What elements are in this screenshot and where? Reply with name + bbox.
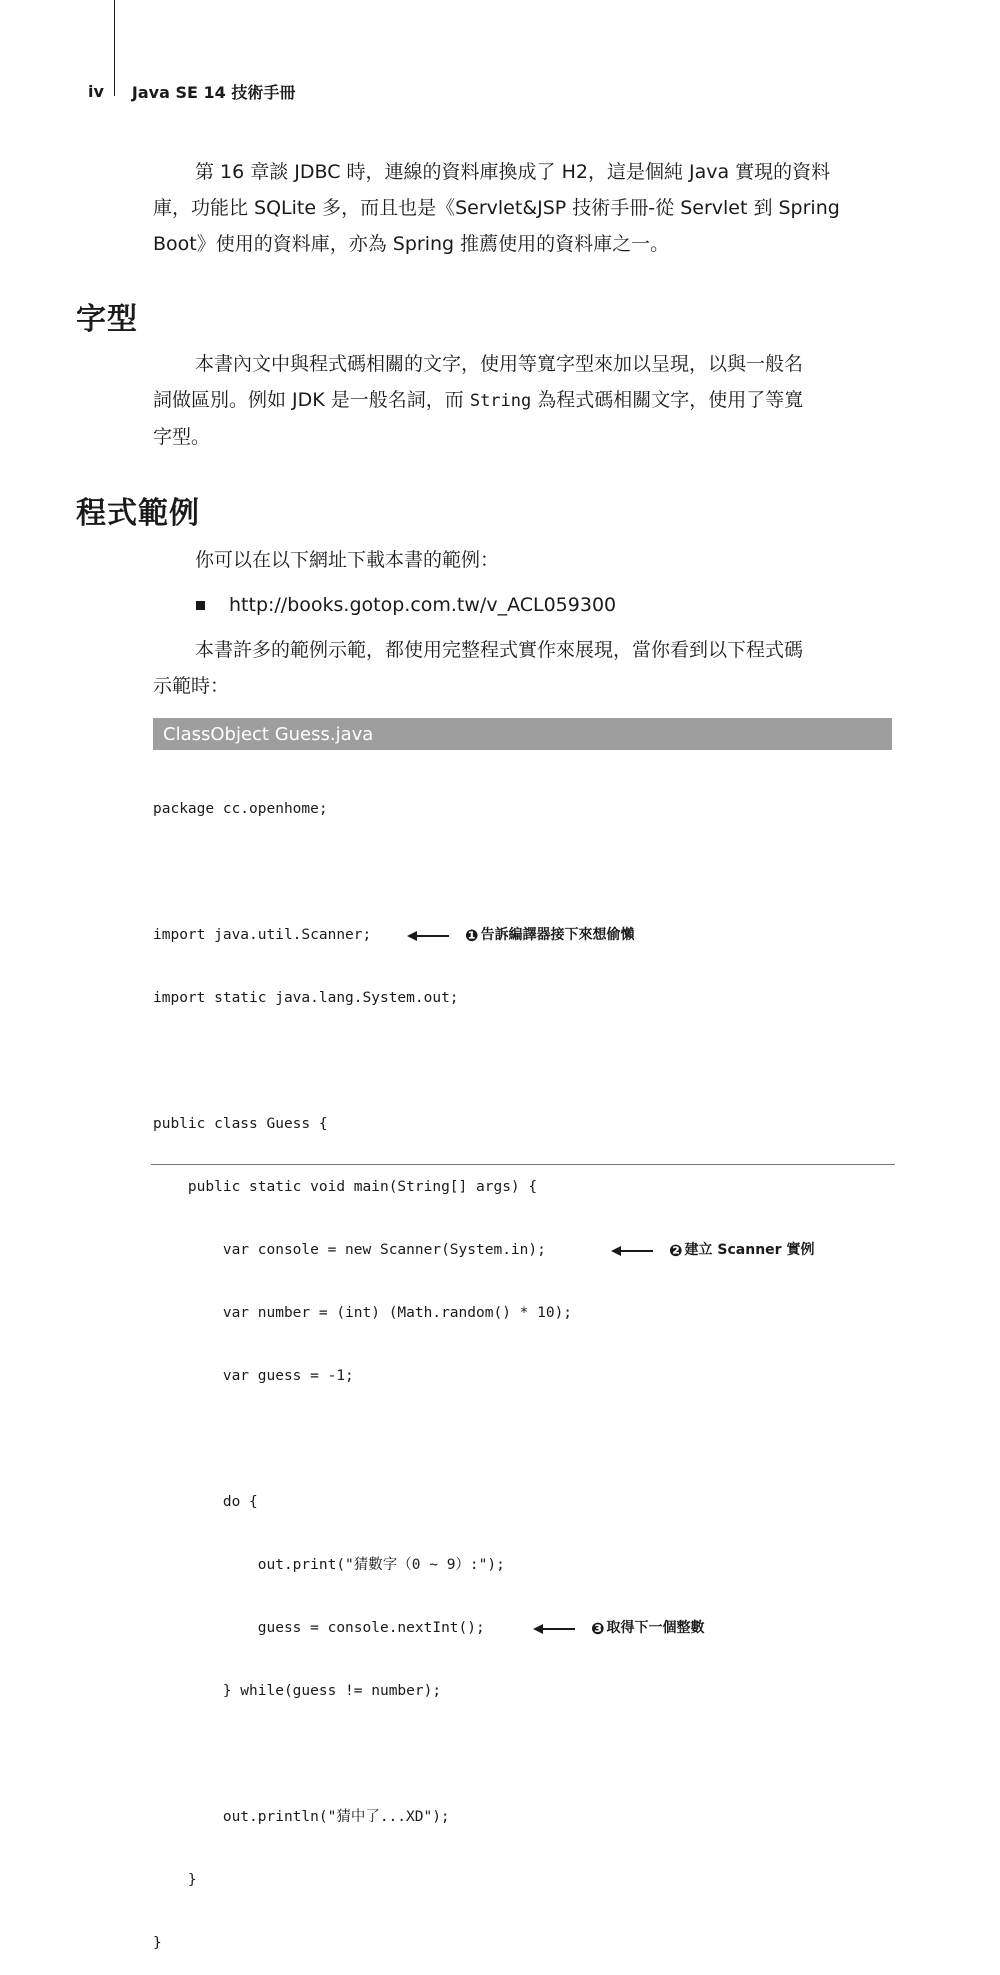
code-line <box>153 1429 893 1450</box>
code-line <box>153 862 893 883</box>
code-line: var number = (int) (Math.random() * 10); <box>153 1305 573 1321</box>
annotation-text: 建立 Scanner 實例 <box>684 1242 815 1258</box>
paragraph-line: 庫，功能比 SQLite 多，而且也是《Servlet&JSP 技術手冊-從 Servlet 到 Spring <box>153 197 840 219</box>
page-number: iv <box>88 82 104 101</box>
paragraph-line: 本書內文中與程式碼相關的文字，使用等寬字型來加以呈現，以與一般名 <box>195 353 804 375</box>
code-line: public class Guess { <box>153 1116 328 1132</box>
arrow-left-icon <box>541 1628 575 1630</box>
annotation-text: 取得下一個整數 <box>606 1620 705 1636</box>
examples-description <box>153 632 893 704</box>
paragraph-line <box>153 382 893 419</box>
code-line: package cc.openhome; <box>153 801 328 817</box>
code-line: } <box>153 1935 162 1951</box>
code-listing <box>153 757 893 1975</box>
code-text: guess = console.nextInt(); <box>153 1620 485 1636</box>
code-line <box>153 1051 893 1072</box>
code-annotation-3 <box>541 1618 705 1639</box>
section-heading-font: 字型 <box>76 302 138 337</box>
code-line <box>153 1240 893 1261</box>
bullet-square-icon <box>196 601 205 610</box>
code-text: var console = new Scanner(System.in); <box>153 1242 546 1258</box>
code-line <box>153 1618 893 1639</box>
code-title-bar <box>153 718 892 750</box>
code-line: do { <box>153 1494 258 1510</box>
download-url[interactable]: http://books.gotop.com.tw/v_ACL059300 <box>229 594 617 616</box>
code-line: public static void main(String[] args) { <box>153 1179 538 1195</box>
code-line: out.print("猜數字（0 ~ 9）:"); <box>153 1557 505 1573</box>
section-heading-examples: 程式範例 <box>76 496 200 531</box>
code-annotation-1 <box>415 925 635 946</box>
code-line: } <box>153 1872 197 1888</box>
annotation-text: 告訴編譯器接下來想偷懶 <box>480 927 635 943</box>
code-line <box>153 925 893 946</box>
code-line: out.println("猜中了...XD"); <box>153 1809 450 1825</box>
inline-code: String <box>469 391 532 411</box>
code-bottom-rule <box>151 1164 895 1165</box>
code-text: import java.util.Scanner; <box>153 927 372 943</box>
intro-paragraph <box>153 154 893 262</box>
paragraph-line: 示範時： <box>153 675 230 697</box>
paragraph-line: 本書許多的範例示範，都使用完整程式實作來展現，當你看到以下程式碼 <box>195 639 804 661</box>
annotation-number: ❶ <box>465 926 479 945</box>
annotation-number: ❷ <box>669 1241 683 1260</box>
code-line <box>153 1744 893 1765</box>
code-line: var guess = -1; <box>153 1368 354 1384</box>
code-file-title: ClassObject Guess.java <box>163 724 374 745</box>
font-paragraph <box>153 346 893 455</box>
paragraph-line: 你可以在以下網址下載本書的範例： <box>195 549 500 571</box>
text-run: 詞做區別。例如 JDK 是一般名詞，而 <box>153 389 470 411</box>
paragraph-line: 字型。 <box>153 426 211 448</box>
code-line: import static java.lang.System.out; <box>153 990 459 1006</box>
annotation-number: ❸ <box>591 1619 605 1638</box>
download-intro <box>153 542 893 578</box>
text-run: 為程式碼相關文字，使用了等寬 <box>531 389 804 411</box>
code-line: } while(guess != number); <box>153 1683 442 1699</box>
arrow-left-icon <box>619 1250 653 1252</box>
arrow-left-icon <box>415 935 449 937</box>
paragraph-line: Boot》使用的資料庫，亦為 Spring 推薦使用的資料庫之一。 <box>153 233 670 255</box>
running-header <box>88 80 295 103</box>
paragraph-line: 第 16 章談 JDBC 時，連線的資料庫換成了 H2，這是個純 Java 實現的資料 <box>195 161 831 183</box>
url-bullet <box>196 594 616 616</box>
code-annotation-2 <box>619 1240 814 1261</box>
book-title: Java SE 14 技術手冊 <box>131 83 296 102</box>
